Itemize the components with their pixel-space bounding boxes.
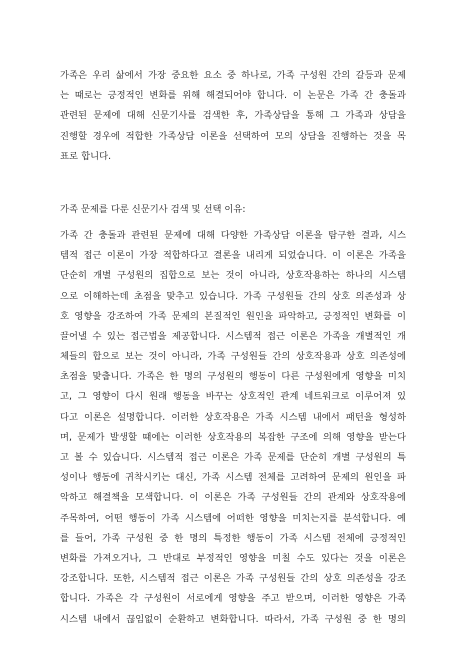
text-line: 는 때로는 긍정적인 변화를 위해 해결되어야 합니다. 이 논문은 가족 간 충돌과: [60, 90, 406, 102]
text-line: 강조합니다. 또한, 시스템적 접근 이론은 가족 구성원들 간의 상호 의존성을 강조: [60, 573, 406, 585]
section-heading: 가족 문제를 다룬 신문기사 검색 및 선택 이유:: [60, 203, 246, 215]
text-line: 가족은 우리 삶에서 가장 중요한 요소 중 하나로, 가족 구성원 간의 갈등과 문제: [60, 70, 406, 81]
text-line: 템적 접근 이론이 가장 적합하다고 결론을 내리게 되었습니다. 이 이론은 가족을: [60, 250, 406, 262]
text-line: 며, 문제가 발생할 때에는 이러한 상호작용의 복잡한 구조에 의해 영향을 받는다: [60, 431, 406, 443]
text-line: 성이나 행동에 귀착시키는 대신, 가족 시스템 전체를 고려하여 문제의 원인을 파: [60, 472, 406, 484]
text-line: 으로 이해하는데 초점을 맞추고 있습니다. 가족 구성원들 간의 상호 의존성과 상: [60, 290, 406, 302]
text-line: 변화를 가져오거나, 그 반대로 부정적인 영향을 미칠 수도 있다는 것을 이론은: [60, 552, 406, 564]
text-line: 고, 그 영향이 다시 원래 행동을 바꾸는 상호적인 관계 네트워크로 이루어져 있: [60, 391, 406, 403]
text-line: 주목하여, 어떤 행동이 가족 시스템에 어떠한 영향을 미치는지를 분석합니다. 예: [60, 512, 406, 524]
document-page: [60, 66, 406, 630]
text-line: 를 들어, 가족 구성원 중 한 명의 특정한 행동이 가족 시스템 전체에 긍정적인: [60, 532, 406, 544]
text-line: 합니다. 가족은 각 구성원이 서로에게 영향을 주고 받으며, 이러한 영향은 가족: [60, 593, 406, 605]
text-line: 진행할 경우에 적합한 가족상담 이론을 선택하여 모의 상담을 진행하는 것을 목: [60, 130, 406, 142]
text-line: 관련된 문제에 대해 신문기사를 검색한 후, 가족상담을 통해 그 가족과 상담을: [60, 110, 406, 122]
text-line: 단순히 개별 구성원의 집합으로 보는 것이 아니라, 상호작용하는 하나의 시스템: [60, 270, 406, 282]
text-line: 호 영향을 강조하여 가족 문제의 본질적인 원인을 파악하고, 긍정적인 변화를 이: [60, 310, 406, 322]
text-line: 고 볼 수 있습니다. 시스템적 접근 이론은 가족 문제를 단순히 개별 구성원의 특: [60, 452, 406, 463]
text-line: 다고 이론은 설명합니다. 이러한 상호작용은 가족 시스템 내에서 패턴을 형성하: [60, 411, 406, 423]
text-line: 체들의 합으로 보는 것이 아니라, 가족 구성원들 간의 상호작용과 상호 의존성에: [60, 351, 406, 363]
body-paragraph: [60, 226, 406, 630]
intro-paragraph: [60, 66, 406, 167]
text-line: 악하고 해결책을 모색합니다. 이 이론은 가족 구성원들 간의 관계와 상호작용에: [60, 492, 406, 504]
text-line: 끌어낼 수 있는 접근법을 제공합니다. 시스템적 접근 이론은 가족을 개별적인 개: [60, 330, 406, 342]
text-line: 가족 간 충돌과 관련된 문제에 대해 다양한 가족상담 이론을 탐구한 결과, 시스: [60, 229, 406, 241]
text-line: 시스템 내에서 끊임없이 순환하고 변화합니다. 따라서, 가족 구성원 중 한 명의: [60, 613, 406, 625]
text-line: 초점을 맞춥니다. 가족은 한 명의 구성원의 행동이 다른 구성원에게 영향을 미치: [60, 371, 406, 383]
text-line: 표로 합니다.: [60, 150, 112, 162]
